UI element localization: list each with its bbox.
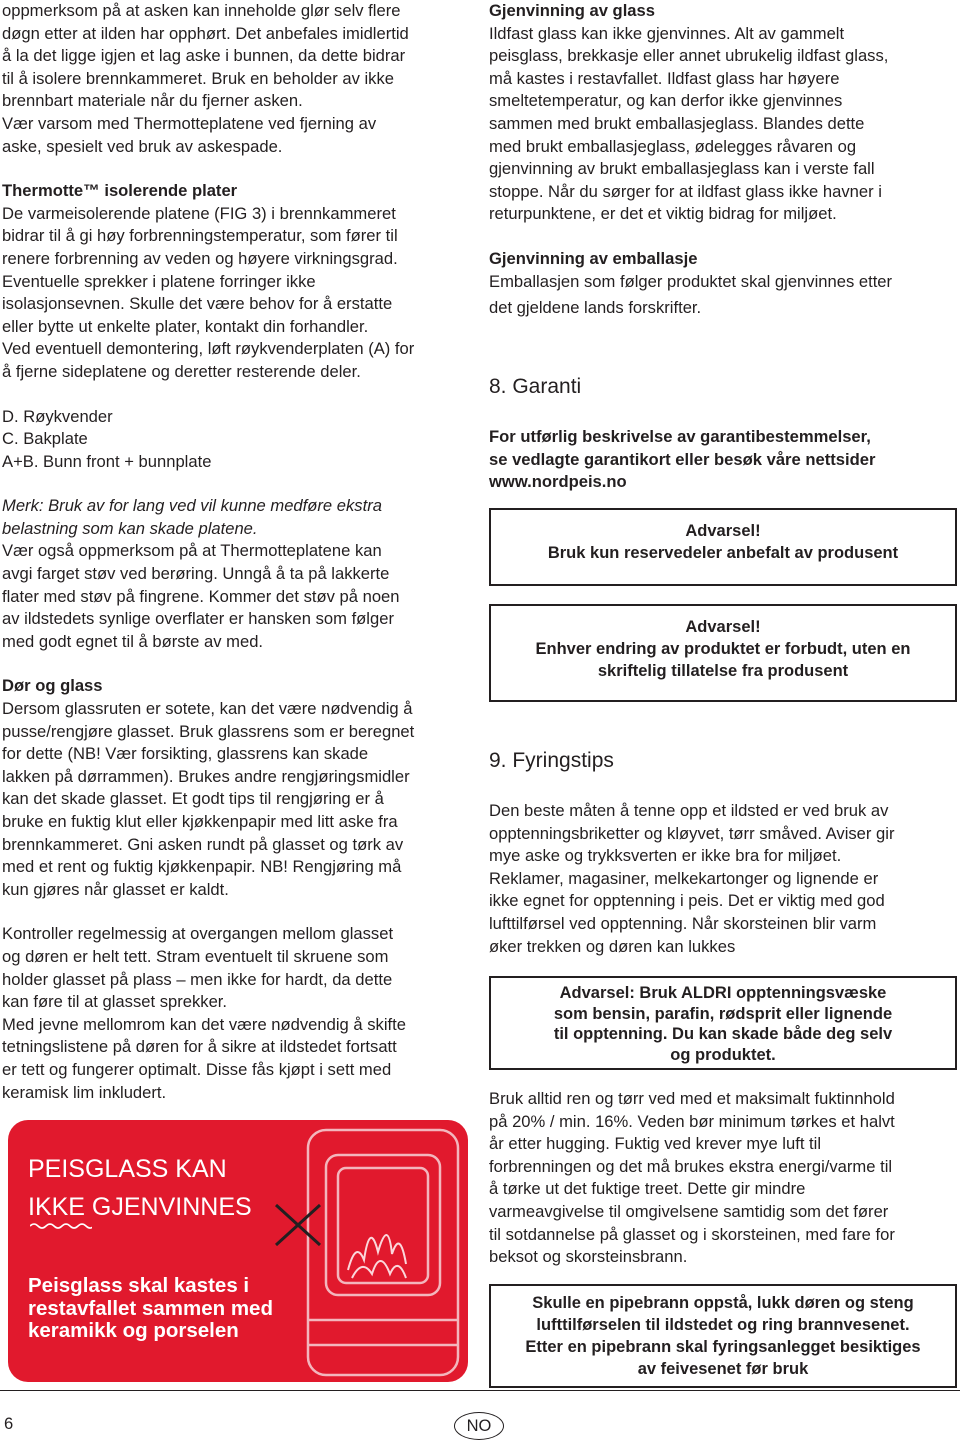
text-line: aske, spesielt ved bruk av askespade. xyxy=(2,136,283,156)
text-line: avgi farget støv ved berøring. Unngå å ta på lakkerte xyxy=(2,564,390,584)
banner-gjenvinnes: GJENVINNES xyxy=(84,1193,252,1221)
text-line: år etter hugging. Fuktig ved krever mye luft til xyxy=(489,1134,822,1154)
text-line: med brukt emballasjeglass, ødelegges råvaren og xyxy=(489,136,857,156)
banner-sub-line: Peisglass skal kastes i xyxy=(28,1274,250,1297)
wood-section xyxy=(489,1088,949,1269)
warning-box-chimney-fire xyxy=(489,1284,957,1388)
glass-paragraph xyxy=(489,23,949,226)
warning-text: Skulle en pipebrann oppstå, lukk døren og steng xyxy=(532,1294,914,1312)
warning-box-parts xyxy=(489,508,957,586)
text-line: keramisk lim inkludert. xyxy=(2,1082,167,1102)
text-line: isolasjonsevnen. Skulle det være behov for å erstatte xyxy=(2,294,393,314)
text-line: Kontroller regelmessig at overgangen mellom glasset xyxy=(2,924,394,944)
text-line: Vær også oppmerksom på at Thermotteplatene kan xyxy=(2,541,382,561)
text-line: tetningslistene på døren for å sikre at ildstedet fortsatt xyxy=(2,1037,397,1057)
text-line: peisglass, brekkasje eller annet ubrukelig ildfast glass, xyxy=(489,46,889,66)
text-line: stoppe. Når du sørger for at ildfast glass ikke havner i xyxy=(489,181,882,201)
banner-title-line xyxy=(28,1188,252,1226)
glass-heading: Gjenvinning av glass xyxy=(489,1,655,20)
text-line: Ildfast glass kan ikke gjenvinnes. Alt av gammelt xyxy=(489,23,845,43)
garanti-heading: 8. Garanti xyxy=(489,375,582,398)
text-line: til å isolere brennkammeret. Bruk en beholder av ikke xyxy=(2,68,394,88)
text-line: Bruk alltid ren og tørr ved med et maksimalt fuktinnhold xyxy=(489,1089,895,1108)
text-line: må kastes i restavfallet. Ildfast glass har høyere xyxy=(489,68,840,88)
text-line: pusse/rengjøre glasset. Bruk glassrens som er beregnet xyxy=(2,721,415,741)
text-line: lufttilførsel ved opptenning. Når skorsteinen blir varm xyxy=(489,913,877,933)
text-line: For utførlig beskrivelse av garantibestemmelser, xyxy=(489,427,871,446)
text-line: smeltetemperatur, og kan derfor ikke gjenvinnes xyxy=(489,91,843,111)
text-line: å fjerne sideplatene og deretter resterende deler. xyxy=(2,361,361,381)
page-number: 6 xyxy=(4,1414,14,1433)
parts-item: C. Bakplate xyxy=(2,429,88,449)
banner-title xyxy=(28,1150,252,1226)
text-line: sammen med brukt emballasjeglass. Blandes dette xyxy=(489,113,865,133)
ash-paragraph xyxy=(2,0,472,158)
warning-title: Advarsel! xyxy=(685,522,761,540)
text-line: ikke egnet for opptenning i peis. Det er viktig med god xyxy=(489,891,885,911)
footer-rule xyxy=(0,1390,960,1391)
text-line: bidrar til å gi høy forbrenningstemperatur, som fører til xyxy=(2,226,398,246)
text-line: holder glasset på plass – men ikke for hardt, da dette xyxy=(2,969,393,989)
text-line: www.nordpeis.no xyxy=(489,472,627,492)
text-line: lakken på dørrammen). Brukes andre rengjøringsmidler xyxy=(2,766,410,786)
fyringstips-heading: 9. Fyringstips xyxy=(489,749,614,772)
text-line: med godt egnet til å børste av med. xyxy=(2,631,264,651)
text-line: eller bytte ut enkelte plater, kontakt din forhandler. xyxy=(2,316,369,336)
text-line: Med jevne mellomrom kan det være nødvendig å skifte xyxy=(2,1014,406,1034)
warning-text: Advarsel: Bruk ALDRI opptenningsvæske xyxy=(559,984,887,1002)
text-line: å la det ligge igjen et lag aske i bunnen, da dette bidrar xyxy=(2,46,406,66)
text-line: Den beste måten å tenne opp et ildsted er ved bruk av xyxy=(489,801,889,820)
language-badge: NO xyxy=(454,1412,504,1440)
parts-item: A+B. Bunn front + bunnplate xyxy=(2,451,212,471)
text-line: opptenningsbriketter og kløyvet, tørr småved. Aviser gir xyxy=(489,823,895,843)
text-line: på 20% / min. 16%. Veden bør minimum tørkes et halvt xyxy=(489,1111,895,1131)
text-line: øker trekken og døren kan lukkes xyxy=(489,936,736,956)
warning-text: lufttilførselen til ildstedet og ring brannvesenet. xyxy=(536,1316,910,1334)
thermotte-paragraph xyxy=(2,203,472,384)
thermotte-heading: Thermotte™ isolerende plater xyxy=(2,181,238,201)
banner-sub-line: restavfallet sammen med xyxy=(28,1296,273,1320)
banner-title-line: PEISGLASS KAN xyxy=(28,1155,227,1183)
text-line: døgn etter at ilden har opphørt. Det anbefales imidlertid xyxy=(2,23,409,43)
note-italic-line: belastning som kan skade platene. xyxy=(2,518,258,538)
text-line: brennbart materiale når du fjerner asken. xyxy=(2,91,303,111)
text-line: flater med støv på fingrene. Kommer det støv på noen xyxy=(2,586,400,606)
text-line: Reklamer, magasiner, melkekartonger og lignende er xyxy=(489,868,879,888)
text-line: forbrenningen og det må brukes ekstra energi/varme til xyxy=(489,1156,893,1176)
warning-box-fluid xyxy=(489,976,957,1070)
warning-text: og produktet. xyxy=(670,1045,776,1064)
note-paragraph xyxy=(2,495,472,653)
warning-text: som bensin, parafin, rødsprit eller lignende xyxy=(553,1004,893,1023)
left-column xyxy=(2,0,472,1104)
text-line: Vær varsom med Thermotteplatene ved fjerning av xyxy=(2,113,377,133)
banner-subtext xyxy=(28,1275,273,1343)
text-line: mye aske og trykksverten er ikke bra for miljøet. xyxy=(489,846,842,866)
warning-title: Advarsel! xyxy=(685,618,761,636)
text-line: kan det skade glasset. Et godt tips til rengjøring er å xyxy=(2,789,384,809)
warning-text: til opptenning. Du kan skade både deg selv xyxy=(553,1025,893,1043)
text-line: med et rent og fuktig kjøkkenpapir. NB! Rengjøring må xyxy=(2,857,402,877)
text-line: renere forbrenning av veden og høyere virkningsgrad. xyxy=(2,248,398,268)
text-line: det gjeldene lands forskrifter. xyxy=(489,298,702,318)
text-line: Ved eventuell demontering, løft røykvenderplaten (A) for xyxy=(2,339,415,359)
text-line: og døren er helt tett. Stram eventuelt til skruene som xyxy=(2,946,389,966)
text-line: oppmerksom på at asken kan inneholde glør selv flere xyxy=(2,1,401,20)
warning-text: Bruk kun reservedeler anbefalt av produsent xyxy=(547,544,899,562)
fyringstips-section xyxy=(489,748,949,958)
text-line: De varmeisolerende platene (FIG 3) i brennkammeret xyxy=(2,203,396,223)
wavy-underline xyxy=(30,1222,92,1230)
garanti-section xyxy=(489,374,949,494)
text-line: brennkammeret. Gni asken rundt på glasset og tørk av xyxy=(2,834,404,854)
glass-recycling-banner xyxy=(8,1120,468,1382)
door-heading: Dør og glass xyxy=(2,676,103,696)
packaging-heading: Gjenvinning av emballasje xyxy=(489,248,698,268)
warning-text: Enhver endring av produktet er forbudt, uten en xyxy=(535,640,911,658)
text-line: til sotdannelse på glasset og i skorsteinen, med fare for xyxy=(489,1224,895,1244)
warning-text: Etter en pipebrann skal fyringsanlegget besiktiges xyxy=(525,1338,921,1356)
text-line: å tørke ut det fuktige treet. Dette gir mindre xyxy=(489,1179,806,1199)
parts-list xyxy=(2,406,472,474)
banner-ikke: IKKE xyxy=(28,1193,85,1221)
warning-box-modification xyxy=(489,604,957,702)
door-paragraph xyxy=(2,698,472,901)
text-line: Emballasjen som følger produktet skal gjenvinnes etter xyxy=(489,271,893,291)
text-line: beksot og skorsteinsbrann. xyxy=(489,1247,688,1267)
text-line: er tett og fungerer optimalt. Disse fås kjøpt i sett med xyxy=(2,1059,392,1079)
parts-item: D. Røykvender xyxy=(2,406,113,426)
cross-icon xyxy=(276,1205,320,1245)
banner-sub-line: keramikk og porselen xyxy=(28,1319,239,1342)
text-line: av ildstedets synlige overflater er hansken som følger xyxy=(2,609,394,629)
warning-text: av feivesenet før bruk xyxy=(637,1360,809,1378)
text-line: varmeavgivelse til omgivelsene samtidig som det fører xyxy=(489,1201,889,1221)
control-paragraph xyxy=(2,923,472,1104)
stove-illustration xyxy=(268,1120,468,1382)
text-line: Eventuelle sprekker i platene forringer ikke xyxy=(2,271,316,291)
text-line: kan føre til at glasset sprekker. xyxy=(2,992,228,1012)
text-line: returpunktene, er det et viktig bidrag for miljøet. xyxy=(489,204,837,224)
text-line: Dersom glassruten er sotete, kan det være nødvendig å xyxy=(2,699,413,719)
text-line: kun gjøres når glasset er kaldt. xyxy=(2,879,229,899)
text-line: bruke en fuktig klut eller kjøkkenpapir med litt aske fra xyxy=(2,812,398,831)
text-line: se vedlagte garantikort eller besøk våre nettsider xyxy=(489,449,876,469)
note-italic-line: Merk: Bruk av for lang ved vil kunne medføre ekstra xyxy=(2,496,382,516)
text-line: for dette (NB! Vær forsikting, glassrens kan skade xyxy=(2,744,369,764)
warning-text: skriftelig tillatelse fra produsent xyxy=(597,662,849,680)
text-line: gjenvinning av brukt emballasjeglass kan i verste fall xyxy=(489,159,875,179)
right-column xyxy=(489,0,949,320)
